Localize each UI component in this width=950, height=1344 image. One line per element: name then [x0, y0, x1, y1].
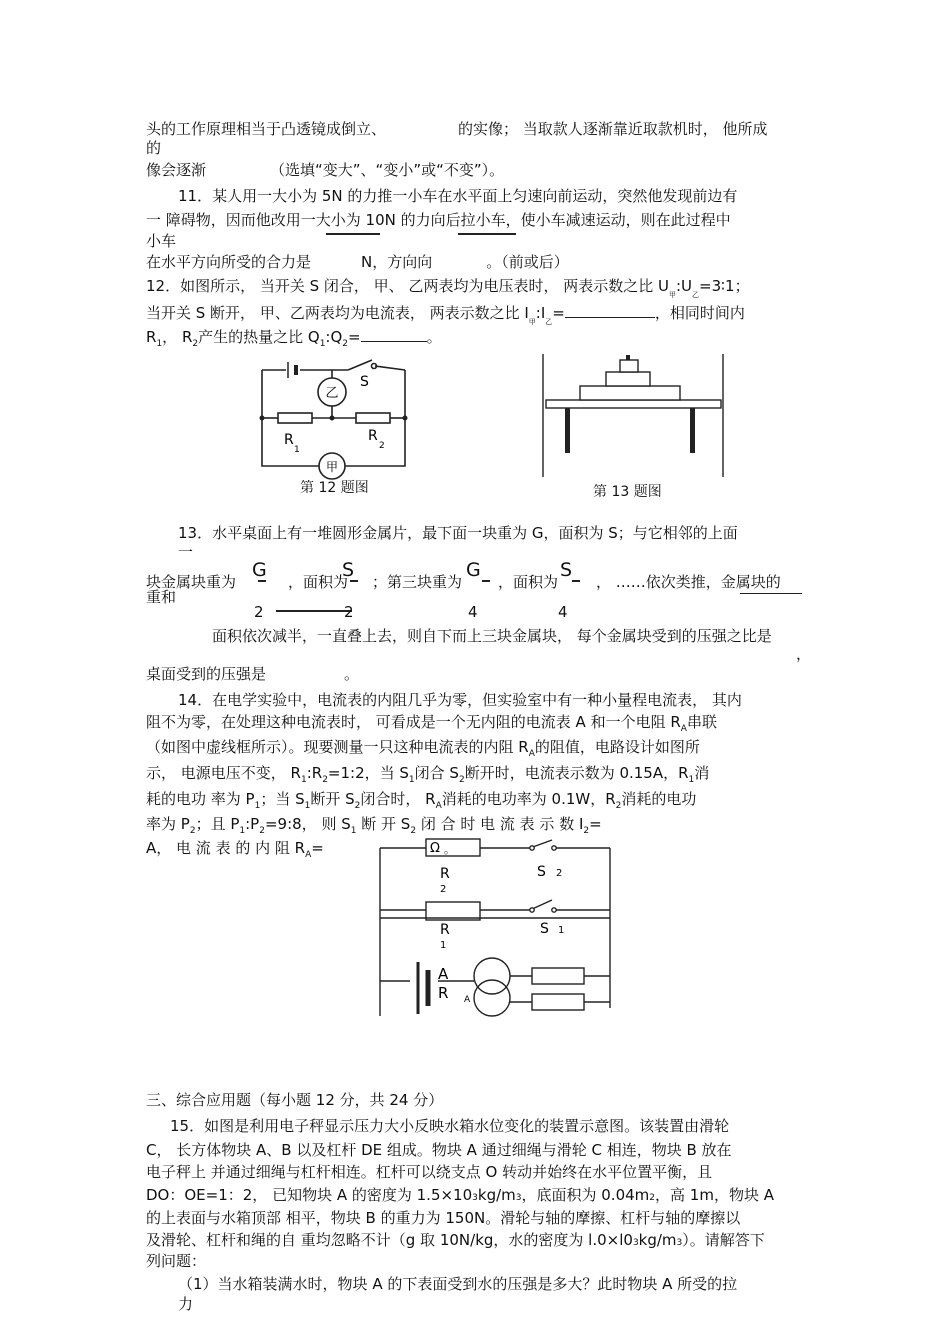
question-14-line — [146, 737, 700, 764]
question-15-line: 力 — [178, 1295, 194, 1313]
subscript: A — [680, 724, 687, 734]
subscript: 1 — [239, 826, 246, 836]
ra-subscript: A — [464, 995, 471, 1005]
exponent: 2 — [649, 1193, 656, 1203]
subscript: 2 — [410, 826, 417, 836]
metal-piece-3 — [620, 360, 638, 372]
question-15-line: C， 长方体物块 A、B 以及杠杆 DE 组成。物块 A 通过细绳与滑轮 C 相连，物块 B 放在 — [146, 1141, 732, 1159]
question-15-line — [146, 1230, 765, 1253]
text: ，面积为 — [498, 573, 559, 591]
text: 消耗的电功 — [621, 790, 697, 808]
text: 示， 电源电压不变， R — [146, 764, 301, 782]
text: 断 开 S — [356, 815, 411, 833]
answer-blank[interactable] — [361, 327, 427, 342]
question-14-line — [146, 763, 709, 790]
table-leg — [565, 408, 570, 453]
question-15-line: 15．如图是利用电子秤显示压力大小反映水箱水位变化的装置示意图。该装置由滑轮 — [170, 1117, 730, 1135]
question-11-line: 小车 — [146, 232, 177, 250]
subscript: 1 — [350, 826, 357, 836]
resistor-r1 — [426, 902, 480, 920]
question-13-line: 一 — [178, 543, 194, 561]
question-13-line — [146, 664, 359, 684]
subscript: 2 — [322, 775, 328, 785]
r2-label: R — [368, 428, 378, 444]
text: 。 — [426, 328, 442, 346]
text: ， — [796, 645, 812, 663]
subscript: 甲 — [668, 291, 676, 299]
subscript: 2 — [583, 826, 590, 836]
question-14-line — [146, 712, 717, 739]
exponent: 3 — [472, 1193, 478, 1203]
fraction-numerator: G — [466, 559, 481, 581]
meter-yi-label: 乙 — [325, 386, 339, 401]
subscript: 2 — [259, 826, 265, 836]
question-15-line: 列问题： — [146, 1252, 207, 1270]
text: ；且 P — [195, 815, 240, 833]
subscript: 乙 — [545, 318, 553, 326]
switch-contact — [552, 846, 556, 850]
switch-s-lever — [348, 360, 372, 370]
text: =1:2，当 S — [327, 764, 409, 782]
question-15-line — [146, 1185, 774, 1208]
metal-piece-4 — [626, 355, 630, 360]
meter-jia-label: 甲 — [325, 460, 339, 474]
text: 的实像； 当取款人逐渐靠近取款机时， 他所成 — [458, 120, 768, 138]
question-13-line: 13．水平桌面上有一堆圆形金属片，最下面一块重为 G，面积为 S；与它相邻的上面 — [178, 524, 738, 542]
figure-13-caption: 第 13 题图 — [593, 484, 662, 500]
text: DO：OE=1：2， 已知物块 A 的密度为 1.5×10 — [146, 1186, 473, 1204]
fraction-numerator: S — [560, 559, 573, 581]
text: N，方向向 — [361, 253, 433, 271]
exponent: 3 — [676, 1238, 683, 1248]
text: 头的工作原理相当于凸透镜成倒立、 — [146, 120, 387, 138]
fraction-numerator: G — [252, 559, 267, 581]
text: = — [311, 839, 324, 857]
s1-subscript: 1 — [558, 925, 565, 936]
text: kg/m — [477, 1186, 516, 1204]
ammeter-a — [474, 958, 510, 994]
subscript: 2 — [354, 801, 361, 811]
r2-label: R — [440, 866, 450, 882]
subscript: 1 — [254, 801, 261, 811]
text: = — [552, 304, 565, 322]
switch-label: S — [360, 374, 369, 390]
switch-contact — [530, 846, 534, 850]
junction — [260, 416, 265, 421]
question-15-line: 电子秤上 并通过细绳与杠杆相连。杠杆可以绕支点 O 转动并始终在水平位置平衡，且 — [146, 1163, 713, 1181]
text: 块金属块重为 — [146, 573, 237, 591]
text: 。 — [344, 665, 360, 683]
subscript: 甲 — [528, 318, 536, 326]
text: ）。请解答下 — [682, 1231, 765, 1249]
text: ；第三块重为 — [372, 573, 463, 591]
text: R — [146, 328, 157, 346]
question-11-line — [146, 252, 569, 272]
text-line: 的 — [146, 139, 162, 157]
text: ， R — [162, 328, 193, 346]
omega-label: Ω — [430, 841, 440, 856]
text: 在水平方向所受的合力是 — [146, 253, 312, 271]
text: 断开 S — [310, 790, 355, 808]
subscript: 2 — [615, 801, 622, 811]
section-heading: 三、综合应用题（每小题 12 分，共 24 分） — [146, 1091, 444, 1109]
ammeter-a-inner — [474, 980, 510, 1016]
r1-subscript: 1 — [294, 445, 300, 455]
subscript: 1 — [300, 775, 307, 785]
r1-subscript: 1 — [440, 940, 447, 951]
text: 串联 — [686, 713, 717, 731]
text: 像会逐渐 — [146, 161, 207, 179]
subscript: 2 — [192, 339, 199, 349]
fraction-bar — [258, 580, 266, 582]
subscript: 1 — [319, 339, 326, 349]
fraction-denominator: 2 — [254, 603, 264, 621]
question-11-line: 11．某人用一大小为 5N 的力推一小车在水平面上匀速向前运动，突然他发现前边有 — [178, 187, 738, 205]
text: 的阻值，电路设计如图所 — [534, 738, 700, 756]
text: 消 — [694, 764, 710, 782]
text: 闭合时， R — [360, 790, 436, 808]
subscript: 1 — [688, 775, 695, 785]
text: 12．如图所示， 当开关 S 闭合， 甲、 乙两表均为电压表时， 两表示数之比 U — [146, 277, 669, 295]
r2-subscript: 2 — [379, 441, 385, 451]
question-14-line — [146, 838, 324, 865]
subscript: 1 — [304, 801, 311, 811]
subscript: A — [435, 801, 442, 811]
fraction-bar — [350, 580, 358, 582]
question-13-line: 重和 — [146, 588, 177, 606]
fraction-denominator: 2 — [344, 603, 354, 621]
fraction-denominator: 4 — [558, 603, 568, 621]
fraction-numerator: S — [342, 559, 355, 581]
text-line — [146, 160, 504, 180]
junction — [330, 416, 335, 421]
subscript: 2 — [189, 826, 196, 836]
wire — [375, 366, 405, 370]
junction — [403, 416, 408, 421]
question-14-line: 14．在电学实验中，电流表的内阻几乎为零，但实验室中有一种小量程电流表， 其内 — [178, 691, 742, 709]
text: = — [589, 815, 602, 833]
exponent: 3 — [515, 1193, 522, 1203]
text: 闭 合 时 电 流 表 示 数 I — [416, 815, 584, 833]
text: =9:8， 则 S — [264, 815, 351, 833]
fraction-bar — [482, 580, 490, 582]
subscript: 乙 — [692, 291, 700, 299]
ra-label: R — [438, 984, 449, 1002]
r1-label: R — [440, 922, 450, 938]
subscript: 2 — [458, 775, 465, 785]
text: 率为 P — [146, 815, 190, 833]
resistor-ra-2 — [532, 994, 584, 1010]
fraction-denominator: 4 — [468, 603, 478, 621]
subscript: A — [528, 749, 535, 759]
a-label: A — [438, 965, 449, 983]
fraction-bar — [572, 580, 580, 582]
text: 当开关 S 断开， 甲、乙两表均为电流表， 两表示数之比 I — [146, 304, 529, 322]
text: ，相同时间内 — [654, 304, 745, 322]
text: 闭合 S — [414, 764, 459, 782]
text: 桌面受到的压强是 — [146, 665, 267, 683]
figure-12-circuit — [250, 352, 420, 482]
text-line — [146, 119, 768, 139]
resistor-r2 — [356, 413, 390, 423]
s2-subscript: 2 — [556, 868, 563, 879]
exponent: 3 — [632, 1238, 639, 1248]
switch-contact — [552, 908, 556, 912]
text: =3∶1； — [699, 277, 750, 295]
underline — [326, 233, 380, 235]
text: 产生的热量之比 Q — [198, 328, 320, 346]
text: :U — [675, 277, 693, 295]
metal-piece-2 — [606, 372, 650, 386]
text: ；当 S — [260, 790, 305, 808]
question-14-line — [146, 789, 696, 816]
text: ，高 1m，物块 A — [655, 1186, 774, 1204]
text: （如图中虚线框所示）。现要测量一只这种电流表的内阻 R — [146, 738, 529, 756]
text: 。（前或后） — [486, 253, 569, 271]
answer-blank[interactable] — [565, 303, 655, 318]
table-leg — [690, 408, 695, 453]
resistor-r1 — [278, 413, 312, 423]
text: :Q — [325, 328, 343, 346]
metal-piece-1 — [580, 386, 680, 400]
r1-label: R — [284, 432, 294, 448]
subscript: A — [305, 850, 312, 860]
figure-14-circuit — [370, 836, 620, 1022]
text: 消耗的电功率为 0.1W，R — [441, 790, 616, 808]
subscript: 1 — [408, 775, 415, 785]
table-top — [546, 400, 721, 408]
r2-subscript: 2 — [440, 884, 447, 895]
question-12-line — [146, 276, 750, 305]
question-15-line: （1）当水箱装满水时，物块 A 的下表面受到水的压强是多大？此时物块 A 所受的拉 — [178, 1275, 738, 1293]
figure-12-caption: 第 12 题图 — [300, 480, 369, 496]
question-15-line: 的上表面与水箱顶部 相平，物块 B 的重力为 150N。滑轮与轴的摩擦、杠杆与轴的摩擦以 — [146, 1209, 741, 1227]
dot-label: 。 — [444, 843, 455, 856]
text: ， ……依次类推，金属块的 — [596, 573, 781, 591]
s2-label: S — [537, 864, 546, 880]
text: :I — [535, 304, 546, 322]
text: 断开时，电流表示数为 0.15A，R — [464, 764, 689, 782]
text: 阻不为零，在处理这种电流表时， 可看成是一个无内阻的电流表 A 和一个电阻 R — [146, 713, 681, 731]
text: （选填“变大”、“变小”或“不变”）。 — [270, 161, 505, 179]
question-13-line: 面积依次减半，一直叠上去，则自下而上三块金属块， 每个金属块受到的压强之比是 — [212, 627, 772, 645]
subscript: 1 — [156, 339, 163, 349]
switch-contact — [530, 908, 534, 912]
text: 及滑轮、杠杆和绳的自 重均忽略不计（g 取 10N/kg，水的密度为 l.0×l0 — [146, 1231, 633, 1249]
resistor-ra — [532, 968, 584, 984]
text: ，底面积为 0.04m — [521, 1186, 650, 1204]
text: 耗的电功 率为 P — [146, 790, 255, 808]
question-11-line: 一 障碍物，因而他改用一大小为 10N 的力向后拉小车，使小车减速运动，则在此过程中 — [146, 211, 731, 229]
text: A， 电 流 表 的 内 阻 R — [146, 839, 306, 857]
text: kg/m — [638, 1231, 677, 1249]
subscript: 2 — [342, 339, 349, 349]
underline — [458, 233, 516, 235]
question-12-line — [146, 327, 442, 354]
switch-contact — [372, 364, 377, 369]
text: = — [348, 328, 361, 346]
answer-blank[interactable] — [276, 610, 352, 612]
text: :R — [306, 764, 323, 782]
s1-label: S — [540, 921, 549, 937]
strike-line — [740, 593, 802, 594]
text: :P — [245, 815, 260, 833]
figure-13-table — [540, 352, 730, 482]
text: ，面积为 — [288, 573, 349, 591]
